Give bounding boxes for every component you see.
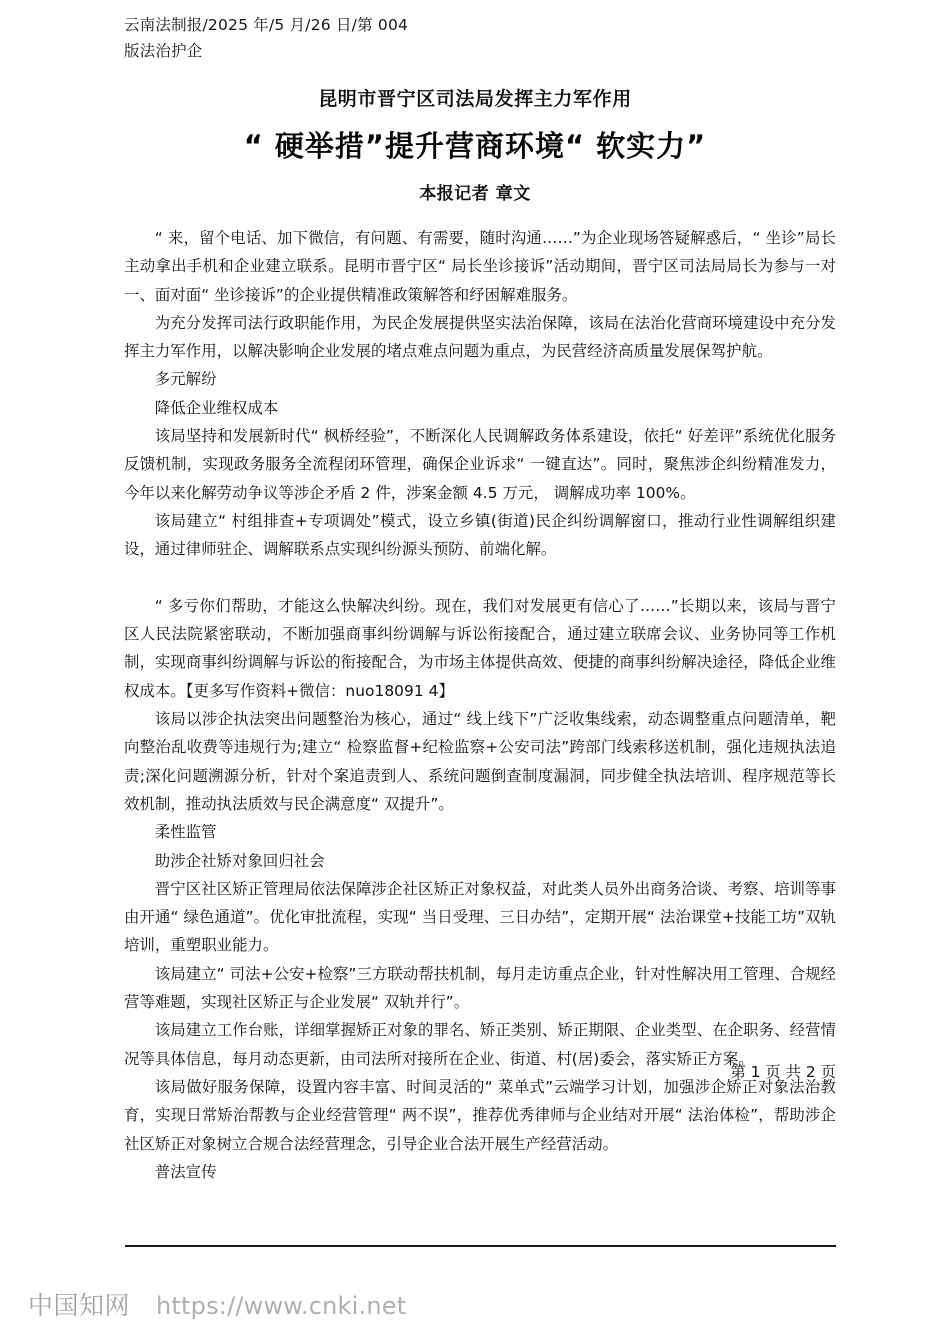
masthead [124, 12, 544, 64]
article-paragraph: 普法宣传 [154, 1162, 217, 1181]
article-paragraph: 该局做好服务保障，设置内容丰富、时间灵活的“ 菜单式”云端学习计划，加强涉企矫正对象法治教育，实现日常矫治帮教与企业经营管理“ 两不误”，推荐优秀律师与企业结对开展“ 法治体检”，帮助涉企社区矫正对象树立合规合法经营理念，引导企业合法开展生产经营活动。 [124, 1077, 836, 1153]
article-paragraph: 该局建立工作台账，详细掌握矫正对象的罪名、矫正类别、矫正期限、企业类型、在企职务、经营情况等具体信息，每月动态更新，由司法所对接所在企业、街道、村(居)委会，落实矫正方案。 [124, 1021, 836, 1068]
article-paragraph: 晋宁区社区矫正管理局依法保障涉企社区矫正对象权益，对此类人员外出商务洽谈、考察、培训等事由开通“ 绿色通道”。优化审批流程，实现“ 当日受理、三日办结”，定期开展“ 法治课堂+技能工坊”双轨培训，重塑职业能力。 [124, 879, 836, 955]
article-paragraph: “ 多亏你们帮助，才能这么快解决纠纷。现在，我们对发展更有信心了……”长期以来，该局与晋宁区人民法院紧密联动，不断加强商事纠纷调解与诉讼衔接配合，通过建立联席会议、业务协同等工作机制，实现商事纠纷调解与诉讼的衔接配合，为市场主体提供高效、便捷的商事纠纷解决途径，降低企业维权成本。【更多写作资料+微信：nuo18091 4】 [124, 596, 836, 700]
cnki-watermark [28, 1286, 406, 1322]
masthead-line-1: 云南法制报/2025 年/5 月/26 日/第 004 [124, 16, 409, 34]
footer-divider [125, 1245, 836, 1247]
page-number: 第 1 页 共 2 页 [730, 1063, 836, 1081]
article-paragraph: 降低企业维权成本 [154, 398, 279, 417]
cnki-url-label: https://www.cnki.net [156, 1292, 407, 1320]
masthead-line-2: 版法治护企 [124, 42, 203, 60]
article-paragraph: 该局建立“ 村组排查+专项调处”模式，设立乡镇(街道)民企纠纷调解窗口，推动行业性调解组织建设，通过律师驻企、调解联系点实现纠纷源头预防、前端化解。 [124, 511, 836, 559]
article-paragraph: 为充分发挥司法行政职能作用，为民企发展提供坚实法治保障，该局在法治化营商环境建设中充分发挥主力军作用，以解决影响企业发展的堵点难点问题为重点，为民营经济高质量发展保驾护航。 [124, 313, 836, 361]
article-paragraph: 柔性监管 [154, 823, 217, 842]
article-paragraph: 助涉企社矫对象回归社会 [154, 851, 325, 870]
article-paragraph: “ 来，留个电话、加下微信，有问题、有需要，随时沟通……”为企业现场答疑解惑后，“ 坐诊”局长主动拿出手机和企业建立联系。昆明市晋宁区“ 局长坐诊接诉”活动期间，晋宁区司法局局长为参与一对一、面对面“ 坐诊接诉”的企业提供精准政策解答和纾困解难服务。 [124, 229, 836, 304]
cnki-brand-label: 中国知网 [28, 1291, 131, 1320]
article-paragraph: 该局以涉企执法突出问题整治为核心，通过“ 线上线下”广泛收集线索，动态调整重点问题清单，靶向整治乱收费等违规行为;建立“ 检察监督+纪检监察+公安司法”跨部门线索移送机制，强化违规执法追责;深化问题溯源分析，针对个案追责到人、系统问题倒查制度漏洞，同步健全执法培训、程序规范等长效机制，推动执法质效与民企满意度“ 双提升”。 [124, 710, 836, 813]
article-paragraph: 多元解纷 [154, 370, 217, 389]
article-headline: “ 硬举措”提升营商环境“ 软实力” [243, 129, 707, 163]
article-kicker: 昆明市晋宁区司法局发挥主力军作用 [318, 88, 632, 110]
article-paragraph: 该局坚持和发展新时代“ 枫桥经验”，不断深化人民调解政务体系建设，依托“ 好差评”系统优化服务反馈机制，实现政务服务全流程闭环管理，确保企业诉求“ 一键直达”。同时，聚焦涉企纠纷精准发力， 今年以来化解劳动争议等涉企矛盾 2 件，涉案金额 4.5 万元， 调解成功率 100%。 [124, 427, 836, 502]
article-paragraph: 该局建立“ 司法+公安+检察”三方联动帮扶机制，每月走访重点企业，针对性解决用工管理、合规经营等难题，实现社区矫正与企业发展“ 双轨并行”。 [124, 964, 836, 1012]
article-byline: 本报记者 章文 [419, 184, 531, 204]
article-body [124, 224, 836, 1186]
